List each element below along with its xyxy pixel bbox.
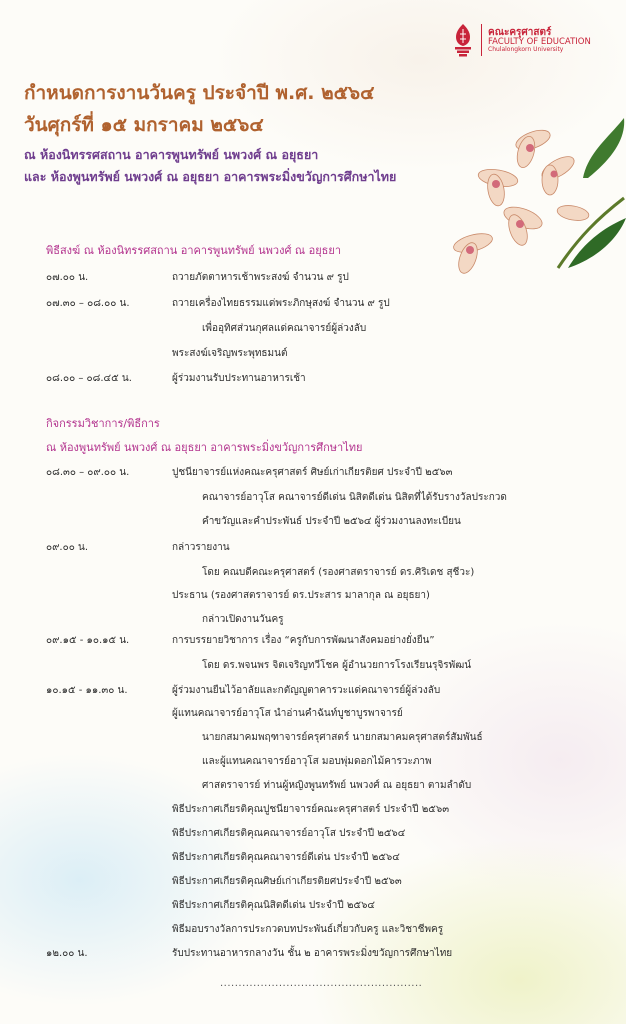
schedule-text: พิธีประกาศเกียรติคุณคณาจารย์ดีเด่น ประจำปี ๒๕๖๔ bbox=[172, 852, 400, 863]
schedule-text: ปูชนียาจารย์แห่งคณะครุศาสตร์ ศิษย์เก่าเกียรติยศ ประจำปี ๒๕๖๓ bbox=[172, 467, 453, 478]
venue-line-2: และ ห้องพูนทรัพย์ นพวงศ์ ณ อยุธยา อาคารพระมิ่งขวัญการศึกษาไทย bbox=[24, 169, 397, 184]
schedule-text: พิธีมอบรางวัลการประกวดบทประพันธ์เกี่ยวกับครู และวิชาชีพครู bbox=[172, 924, 444, 935]
page-title: กำหนดการงานวันครู ประจำปี พ.ศ. ๒๕๖๔ bbox=[24, 82, 375, 104]
schedule-text: คณาจารย์อาวุโส คณาจารย์ดีเด่น นิสิตดีเด่น นิสิตที่ได้รับรางวัลประกวด bbox=[202, 492, 507, 503]
schedule-time: ๐๗.๐๐ น. bbox=[46, 272, 89, 283]
section-heading-monk-ceremony: พิธีสงฆ์ ณ ห้องนิทรรศสถาน อาคารพูนทรัพย์ นพวงศ์ ณ อยุธยา bbox=[46, 244, 342, 257]
orchid-illustration-icon bbox=[438, 118, 626, 280]
schedule-text: กล่าวรายงาน bbox=[172, 542, 230, 553]
schedule-time: ๐๘.๓๐ – ๐๙.๐๐ น. bbox=[46, 467, 130, 478]
schedule-time: ๑๐.๑๕ - ๑๑.๓๐ น. bbox=[46, 685, 128, 696]
logo-thai-text: คณะครุศาสตร์ bbox=[488, 26, 552, 38]
schedule-text: ผู้ร่วมงานยืนไว้อาลัยและกตัญญูตาคารวะแด่คณาจารย์ผู้ล่วงลับ bbox=[172, 685, 441, 696]
schedule-text: พระสงฆ์เจริญพระพุทธมนต์ bbox=[172, 348, 288, 359]
schedule-text: ประธาน (รองศาสตราจารย์ ดร.ประสาร มาลากุล ณ อยุธยา) bbox=[172, 590, 430, 601]
schedule-text: ถวายเครื่องไทยธรรมแด่พระภิกษุสงฆ์ จำนวน ๙ รูป bbox=[172, 298, 390, 309]
schedule-text: พิธีประกาศเกียรติคุณปูชนียาจารย์คณะครุศาสตร์ ประจำปี ๒๕๖๓ bbox=[172, 804, 450, 815]
footer-dots: ....................................................... bbox=[220, 978, 423, 989]
schedule-text: พิธีประกาศเกียรติคุณนิสิตดีเด่น ประจำปี ๒๕๖๔ bbox=[172, 900, 375, 911]
section-heading-academic-venue: ณ ห้องพูนทรัพย์ นพวงศ์ ณ อยุธยา อาคารพระมิ่งขวัญการศึกษาไทย bbox=[46, 441, 363, 454]
schedule-text: รับประทานอาหารกลางวัน ชั้น ๒ อาคารพระมิ่งขวัญการศึกษาไทย bbox=[172, 948, 453, 959]
logo-divider bbox=[481, 24, 482, 56]
schedule-text: ผู้ร่วมงานรับประทานอาหารเช้า bbox=[172, 373, 306, 384]
section-heading-academic: กิจกรรมวิชาการ/พิธีการ bbox=[46, 417, 160, 430]
schedule-time: ๑๒.๐๐ น. bbox=[46, 948, 88, 959]
schedule-text: ศาสตราจารย์ ท่านผู้หญิงพูนทรัพย์ นพวงศ์ ณ อยุธยา ตามลำดับ bbox=[202, 780, 472, 791]
schedule-text: ถวายภัตตาหารเช้าพระสงฆ์ จำนวน ๙ รูป bbox=[172, 272, 349, 283]
schedule-text: โดย คณบดีคณะครุศาสตร์ (รองศาสตราจารย์ ดร.ศิริเดช สุชีวะ) bbox=[202, 567, 475, 578]
schedule-text: พิธีประกาศเกียรติคุณคณาจารย์อาวุโส ประจำปี ๒๕๖๔ bbox=[172, 828, 406, 839]
venue-line-1: ณ ห้องนิทรรศสถาน อาคารพูนทรัพย์ นพวงศ์ ณ อยุธยา bbox=[24, 147, 319, 162]
schedule-text: เพื่ออุทิศส่วนกุศลแด่คณาจารย์ผู้ล่วงลับ bbox=[202, 323, 367, 334]
schedule-time: ๐๗.๓๐ – ๐๘.๐๐ น. bbox=[46, 298, 130, 309]
schedule-text: การบรรยายวิชาการ เรื่อง “ครูกับการพัฒนาสังคมอย่างยั่งยืน” bbox=[172, 635, 435, 646]
schedule-text: ผู้แทนคณาจารย์อาวุโส นำอ่านคำฉันท์บูชาบูรพาจารย์ bbox=[172, 708, 403, 719]
schedule-time: ๐๙.๑๕ - ๑๐.๑๕ น. bbox=[46, 635, 130, 646]
chula-emblem-icon bbox=[452, 23, 474, 57]
logo-english-text: FACULTY OF EDUCATION bbox=[488, 36, 591, 47]
schedule-time: ๐๘.๐๐ – ๐๘.๔๕ น. bbox=[46, 373, 132, 384]
schedule-text: โดย ดร.พจนพร จิตเจริญทวีโชค ผู้อำนวยการโรงเรียนรุจิรพัฒน์ bbox=[202, 660, 472, 671]
event-date: วันศุกร์ที่ ๑๕ มกราคม ๒๕๖๔ bbox=[24, 114, 264, 136]
schedule-text: และผู้แทนคณาจารย์อาวุโส มอบพุ่มดอกไม้คารวะภาพ bbox=[202, 756, 432, 767]
schedule-time: ๐๙.๐๐ น. bbox=[46, 542, 89, 553]
faculty-logo bbox=[452, 20, 591, 60]
schedule-text: กล่าวเปิดงานวันครู bbox=[202, 614, 284, 625]
schedule-text: พิธีประกาศเกียรติคุณศิษย์เก่าเกียรติยศประจำปี ๒๕๖๓ bbox=[172, 876, 402, 887]
schedule-text: คำขวัญและคำประพันธ์ ประจำปี ๒๕๖๔ ผู้ร่วมงานลงทะเบียน bbox=[202, 516, 461, 527]
logo-university-text: Chulalongkorn University bbox=[488, 45, 564, 53]
schedule-text: นายกสมาคมพฤฑาจารย์ครุศาสตร์ นายกสมาคมครุศาสตร์สัมพันธ์ bbox=[202, 732, 483, 743]
